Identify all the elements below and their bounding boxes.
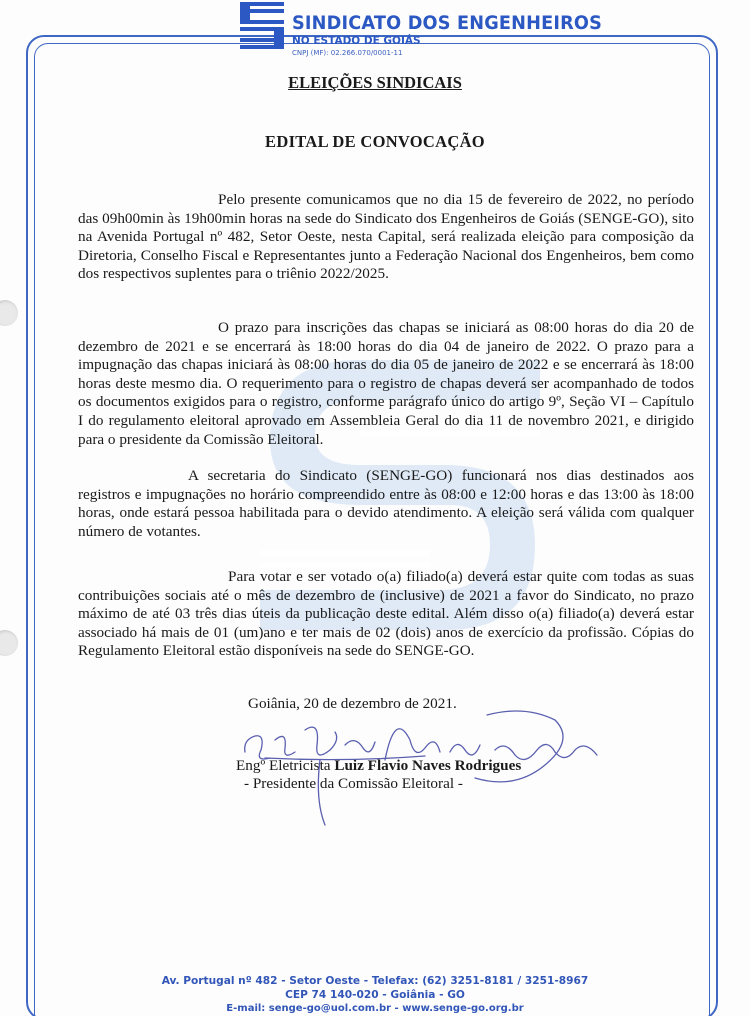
binder-hole-icon — [0, 630, 18, 656]
date-line: Goiânia, 20 de dezembro de 2021. — [248, 695, 457, 712]
letterhead — [292, 12, 625, 57]
org-name: SINDICATO DOS ENGENHEIROS — [292, 12, 603, 34]
handwritten-signature-icon — [225, 700, 615, 830]
binder-hole-icon — [0, 300, 18, 326]
org-state: NO ESTADO DE GOIÁS — [292, 35, 421, 47]
org-cnpj: CNPJ (MF): 02.266.070/0001-11 — [292, 49, 403, 57]
signer-role: - Presidente da Comissão Eleitoral - — [244, 775, 463, 792]
document-title: ELEIÇÕES SINDICAIS — [288, 73, 462, 92]
footer-contact: E-mail: senge-go@uol.com.br - www.senge-go.org.br — [226, 1003, 524, 1014]
footer-cep: CEP 74 140-020 - Goiânia - GO — [285, 989, 465, 1001]
paragraph-2: O prazo para inscrições das chapas se iniciará as 08:00 horas do dia 20 de dezembro de 2021 e se encerrará às 18:00 horas do dia 04 de janeiro de 2022. O prazo para a impugnação das chapas iniciará às 08:00 horas do dia 05 de janeiro de 2022 e se encerrará às 18:00 horas deste mesmo dia. O requerimento para o registro de chapas deverá ser acompanhado de todos os documentos exigidos para o registro, conforme parágrafo único do artigo 9º, Seção VI – Capítulo I do regulamento eleitoral aprovado em Assembleia Geral do dia 11 de novembro 2021, e dirigido para o presidente da Comissão Eleitoral. — [78, 319, 694, 448]
footer-address: Av. Portugal nº 482 - Setor Oeste - Telefax: (62) 3251-8181 / 3251-8967 — [161, 975, 589, 987]
document-subtitle: EDITAL DE CONVOCAÇÃO — [265, 132, 485, 151]
paragraph-4: Para votar e ser votado o(a) filiado(a) deverá estar quite com todas as suas contribuições sociais até o mês de dezembro de (inclusive) de 2021 a favor do Sindicato, no prazo máximo de até 03 três dias úteis da publicação deste edital. Além disso o(a) filiado(a) deverá estar associado há mais de 01 (um)ano e ter mais de 02 (dois) anos de exercício da profissão. Cópias do Regulamento Eleitoral estão disponíveis na sede do SENGE-GO. — [78, 568, 694, 660]
paragraph-3: A secretaria do Sindicato (SENGE-GO) funcionará nos dias destinados aos registros e impugnações no horário compreendido entre às 08:00 e 12:00 horas e das 13:00 às 18:00 horas, onde estará pessoa habilitada para o devido atendimento. A eleição será válida com qualquer número de votantes. — [78, 467, 694, 540]
senge-logo-icon — [236, 0, 286, 52]
signer-line: Engº Eletricista Luiz Flavio Naves Rodrigues — [236, 757, 522, 774]
paragraph-1: Pelo presente comunicamos que no dia 15 de fevereiro de 2022, no período das 09h00min às 19h00min horas na sede do Sindicato dos Engenheiros de Goiás (SENGE-GO), sito na Avenida Portugal nº 482, Setor Oeste, nesta Capital, será realizada eleição para composição da Diretoria, Conselho Fiscal e Representantes junto a Federação Nacional dos Engenheiros, bem como dos respectivos suplentes para o triênio 2022/2025. — [78, 191, 694, 283]
